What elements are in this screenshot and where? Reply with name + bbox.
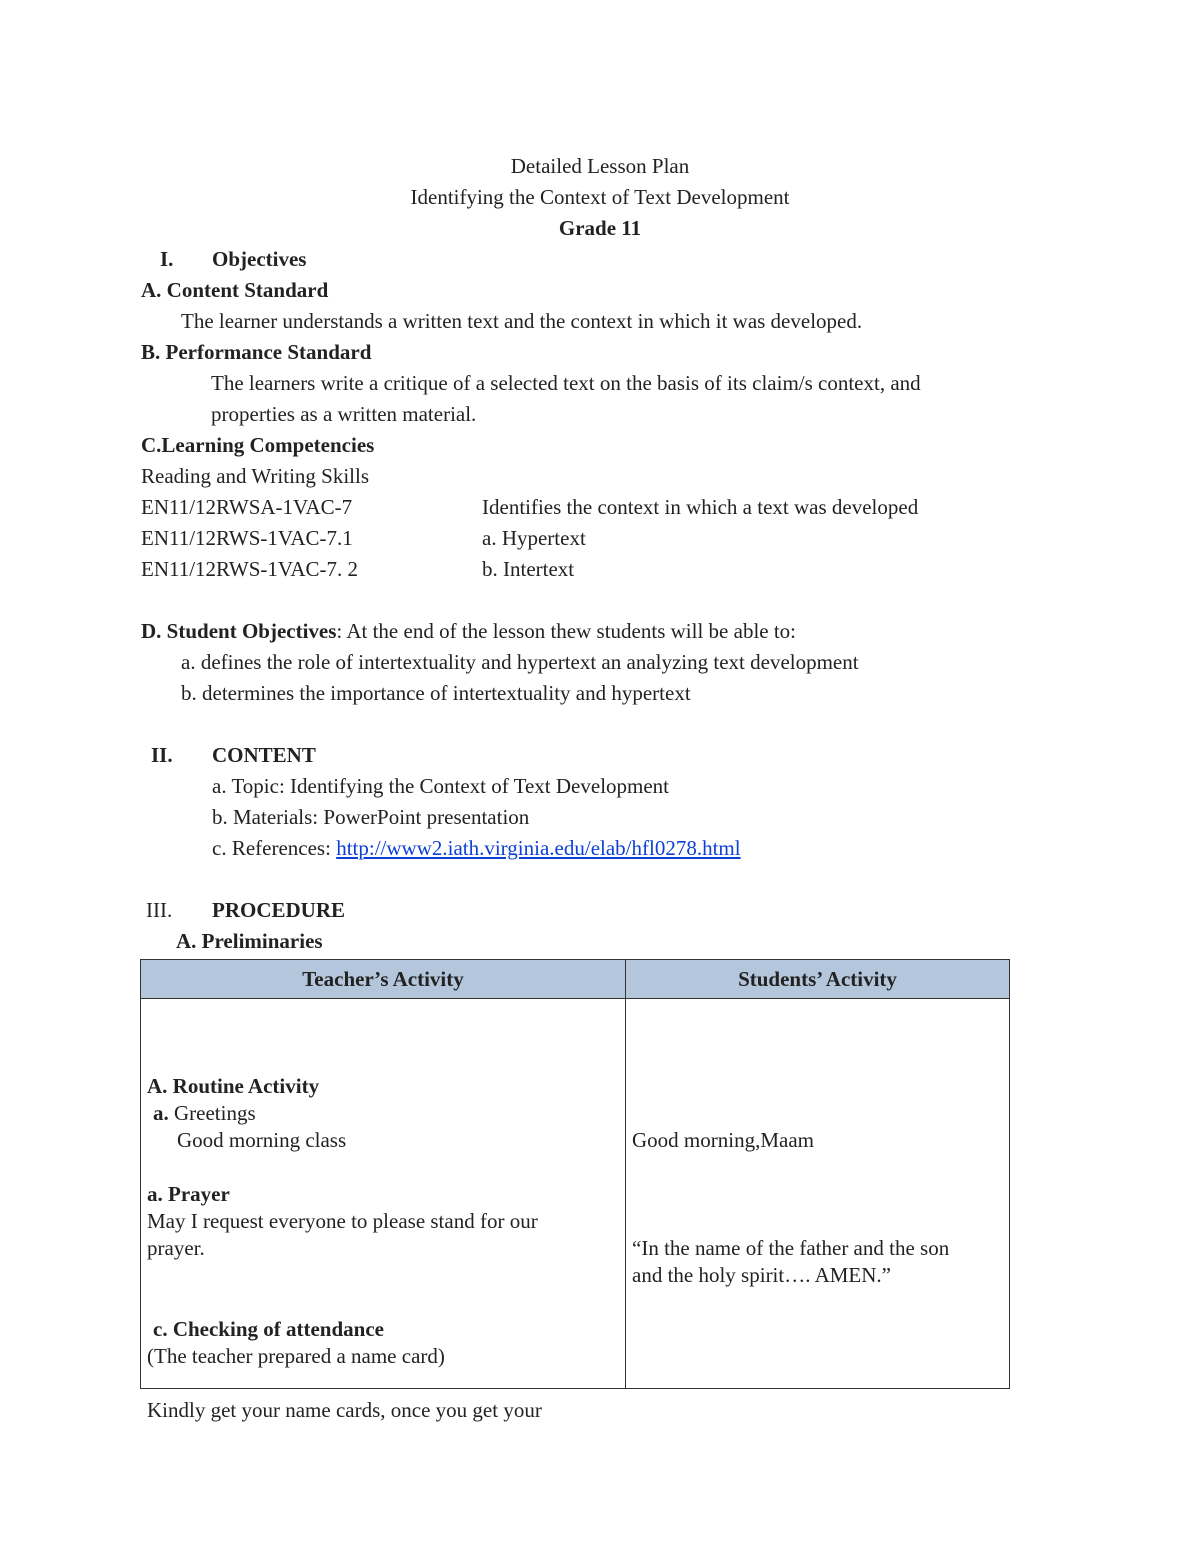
activity-table: [140, 959, 1010, 1422]
attendance-label: c. Checking of attendance: [153, 1317, 384, 1341]
competencies-subtitle: Reading and Writing Skills: [141, 464, 370, 488]
student-objectives-intro: : At the end of the lesson thew students will be able to:: [336, 619, 797, 643]
performance-standard-label: B. Performance Standard: [141, 340, 372, 364]
doc-subtitle: Identifying the Context of Text Development: [410, 185, 790, 209]
section-numeral-2: II.: [151, 743, 173, 767]
competency-code: EN11/12RWS-1VAC-7.1: [141, 526, 353, 550]
competency-desc: b. Intertext: [482, 557, 575, 581]
doc-grade: Grade 11: [558, 216, 642, 240]
references-link[interactable]: http://www2.iath.virginia.edu/elab/hfl0278.html: [336, 836, 741, 860]
attendance-note: (The teacher prepared a name card): [147, 1344, 445, 1368]
content-standard-label: A. Content Standard: [141, 278, 329, 302]
student-objectives-label: D. Student Objectives: [141, 619, 337, 643]
section-title-procedure: PROCEDURE: [212, 898, 346, 922]
competency-code: EN11/12RWS-1VAC-7. 2: [141, 557, 359, 581]
students-greeting-reply: Good morning,Maam: [632, 1128, 814, 1152]
competency-desc: a. Hypertext: [482, 526, 586, 550]
section-numeral-1: I.: [160, 247, 174, 271]
prayer-request-2: prayer.: [147, 1236, 205, 1260]
students-prayer-1: “In the name of the father and the son: [632, 1236, 950, 1260]
prayer-request-1: May I request everyone to please stand for our: [147, 1209, 538, 1233]
content-materials: b. Materials: PowerPoint presentation: [212, 805, 530, 829]
competency-desc: Identifies the context in which a text was developed: [482, 495, 919, 519]
teacher-activity-header: Teacher’s Activity: [141, 960, 626, 999]
content-references: [212, 835, 741, 861]
greetings-text-label: Greetings: [168, 1101, 256, 1125]
teacher-activity-cell: [141, 999, 626, 1422]
section-title-objectives: Objectives: [212, 247, 307, 271]
content-standard-text: The learner understands a written text and the context in which it was developed.: [181, 309, 863, 333]
greetings-letter: a.: [153, 1101, 169, 1125]
competency-code: EN11/12RWSA-1VAC-7: [141, 495, 353, 519]
routine-activity-label: A. Routine Activity: [147, 1074, 320, 1098]
competencies-label: C.Learning Competencies: [141, 433, 375, 457]
procedure-subsection: A. Preliminaries: [176, 929, 323, 953]
table-row: [141, 999, 1010, 1389]
section-numeral-3: III.: [146, 898, 173, 922]
references-label: c. References:: [212, 836, 337, 860]
student-objective-item: b. determines the importance of intertextuality and hypertext: [181, 681, 691, 705]
table-header-row: [141, 960, 1010, 999]
students-activity-cell: [626, 999, 1010, 1389]
greetings-label: [153, 1100, 256, 1126]
doc-title: Detailed Lesson Plan: [510, 154, 690, 178]
performance-standard-text-1: The learners write a critique of a selected text on the basis of its claim/s context, and: [211, 371, 921, 395]
students-prayer-2: and the holy spirit…. AMEN.”: [632, 1263, 891, 1287]
teacher-greeting: Good morning class: [177, 1128, 347, 1152]
student-objectives: [141, 618, 796, 644]
attendance-instruction: Kindly get your name cards, once you get your: [147, 1398, 542, 1422]
content-topic: a. Topic: Identifying the Context of Text Development: [212, 774, 670, 798]
performance-standard-text-2: properties as a written material.: [211, 402, 477, 426]
prayer-label: a. Prayer: [147, 1182, 230, 1206]
students-activity-header: Students’ Activity: [626, 960, 1010, 999]
section-title-content: CONTENT: [212, 743, 316, 767]
student-objective-item: a. defines the role of intertextuality and hypertext an analyzing text development: [181, 650, 859, 674]
